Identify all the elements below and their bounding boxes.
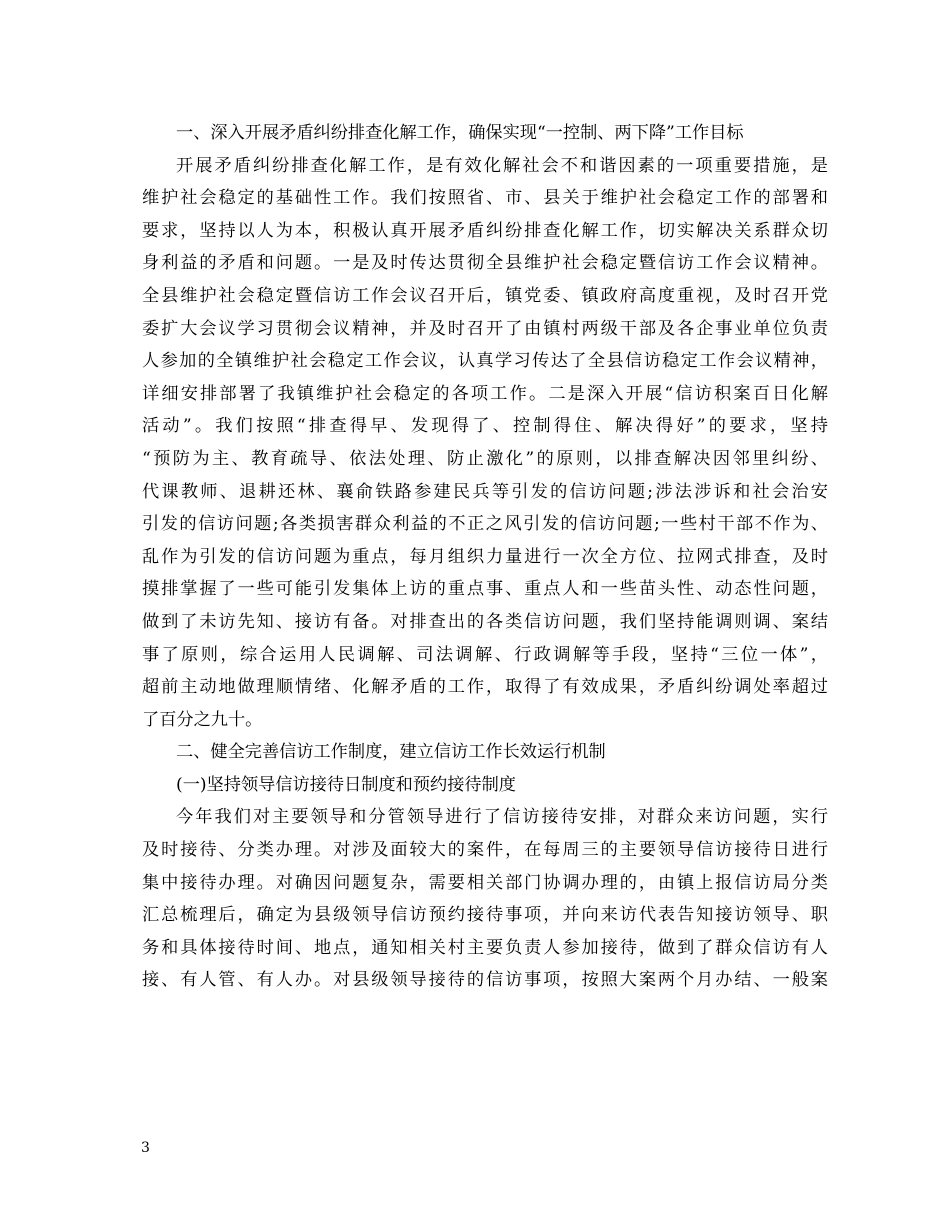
text-line: 详细安排部署了我镇维护社会稳定的各项工作。二是深入开展“信访积案百日化解 xyxy=(142,383,828,404)
text-line: 人参加的全镇维护社会稳定工作会议，认真学习传达了全县信访稳定工作会议精神， xyxy=(142,351,828,372)
text-line: 开展矛盾纠纷排查化解工作，是有效化解社会不和谐因素的一项重要措施，是 xyxy=(176,155,828,176)
text-line: 做到了未访先知、接访有备。对排查出的各类信访问题，我们坚持能调则调、案结 xyxy=(142,611,828,632)
page-number: 3 xyxy=(141,1140,150,1156)
text-line: 汇总梳理后，确定为县级领导信访预约接待事项，并向来访代表告知接访领导、职 xyxy=(142,905,828,926)
text-line: 全县维护社会稳定暨信访工作会议召开后，镇党委、镇政府高度重视，及时召开党 xyxy=(142,285,828,306)
text-line: 集中接待办理。对确因问题复杂，需要相关部门协调办理的，由镇上报信访局分类 xyxy=(142,872,828,893)
text-line: 及时接待、分类办理。对涉及面较大的案件，在每周三的主要领导信访接待日进行 xyxy=(142,840,828,861)
text-line: 代课教师、退耕还林、襄俞铁路参建民兵等引发的信访问题;涉法涉诉和社会治安 xyxy=(142,481,828,502)
text-line: 要求，坚持以人为本，积极认真开展矛盾纠纷排查化解工作，切实解决关系群众切 xyxy=(142,220,828,241)
text-line: 摸排掌握了一些可能引发集体上访的重点事、重点人和一些苗头性、动态性问题， xyxy=(142,579,828,600)
text-line: “预防为主、教育疏导、依法处理、防止激化”的原则，以排查解决因邻里纠纷、 xyxy=(142,448,828,469)
text-line: 事了原则，综合运用人民调解、司法调解、行政调解等手段，坚持“三位一体”， xyxy=(142,644,828,665)
text-line: (一)坚持领导信访接待日制度和预约接待制度 xyxy=(176,774,516,795)
text-line: 身利益的矛盾和问题。一是及时传达贯彻全县维护社会稳定暨信访工作会议精神。 xyxy=(142,253,828,274)
text-line: 务和具体接待时间、地点，通知相关村主要负责人参加接待，做到了群众信访有人 xyxy=(142,937,828,958)
text-line: 二、健全完善信访工作制度，建立信访工作长效运行机制 xyxy=(176,742,606,763)
text-line: 活动”。我们按照“排查得早、发现得了、控制得住、解决得好”的要求，坚持 xyxy=(142,416,828,437)
text-line: 委扩大会议学习贯彻会议精神，并及时召开了由镇村两级干部及各企事业单位负责 xyxy=(142,318,828,339)
text-line: 超前主动地做理顺情绪、化解矛盾的工作，取得了有效成果，矛盾纠纷调处率超过 xyxy=(142,677,828,698)
text-line: 接、有人管、有人办。对县级领导接待的信访事项，按照大案两个月办结、一般案 xyxy=(142,970,828,991)
document-body xyxy=(142,117,828,997)
text-line: 维护社会稳定的基础性工作。我们按照省、市、县关于维护社会稳定工作的部署和 xyxy=(142,188,828,209)
text-line: 引发的信访问题;各类损害群众利益的不正之风引发的信访问题;一些村干部不作为、 xyxy=(142,514,828,535)
text-line: 一、深入开展矛盾纠纷排查化解工作，确保实现“一控制、两下降”工作目标 xyxy=(176,123,744,143)
text-line: 乱作为引发的信访问题为重点，每月组织力量进行一次全方位、拉网式排查，及时 xyxy=(142,546,828,567)
text-line: 了百分之九十。 xyxy=(142,709,263,730)
text-line: 今年我们对主要领导和分管领导进行了信访接待安排，对群众来访问题，实行 xyxy=(176,807,828,828)
